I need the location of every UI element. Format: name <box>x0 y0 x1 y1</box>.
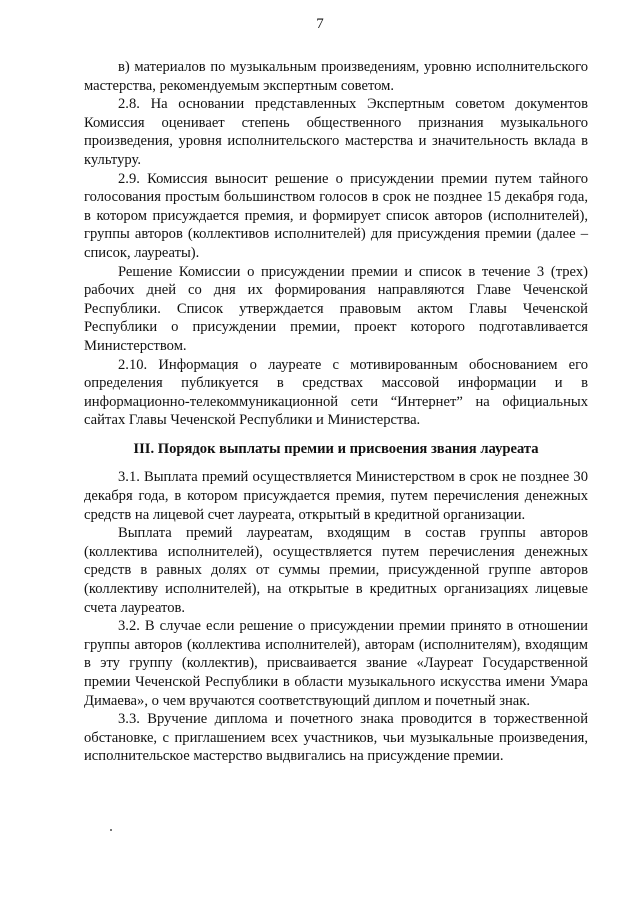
paragraph-2-9-decision: Решение Комиссии о присуждении премии и список в течение 3 (трех) рабочих дней со дня их формирования направляются Главе Чеченской Республики. Список утверждается правовым актом Главы Чеченской Республики о присуждении премии, проект которого подготавливается Министерством. <box>84 263 588 354</box>
paragraph-3-1: 3.1. Выплата премий осуществляется Министерством в срок не позднее 30 декабря года, в котором присуждается премия, путем перечисления денежных средств на лицевой счет лауреата, открытый в кредитной организации. <box>84 469 588 523</box>
section-heading: III. Порядок выплаты премии и присвоения звания лауреата <box>133 440 539 457</box>
paragraph-3-1-groups: Выплата премий лауреатам, входящим в состав группы авторов (коллектива исполнителей), осуществляется путем перечисления денежных средств в равных долях от суммы премии, присужденной группе авторов (коллективу исполнителей), на открытые в кредитных организациях лицевые счета лауреатов. <box>84 525 588 616</box>
paragraph-2-9: 2.9. Комиссия выносит решение о присуждении премии путем тайного голосования простым большинством голосов в срок не позднее 15 декабря года, в котором присуждается премия, и формирует список авторов (исполнителей), группы авторов (коллективов исполнителей) для присуждения премии (далее – список, лауреаты). <box>84 170 588 261</box>
document-body <box>84 58 588 766</box>
paragraph-2-8: 2.8. На основании представленных Экспертным советом документов Комиссия оценивает степень общественного признания музыкального произведения, уровня исполнительского мастерства и значительность вклада в культуру. <box>84 96 588 168</box>
scan-speck <box>110 829 112 831</box>
paragraph-3-3: 3.3. Вручение диплома и почетного знака проводится в торжественной обстановке, с приглашением всех участников, чьи музыкальные произведения, исполнительское мастерство выдвигались на присуждение премии. <box>84 711 588 765</box>
paragraph-3-2: 3.2. В случае если решение о присуждении премии принято в отношении группы авторов (коллектива исполнителей), авторам (исполнителям), входящим в эту группу (коллектив), присваивается звание «Лауреат Государственной премии Чеченской Республики в области музыкального искусства имени Умара Димаева», о чем вручаются соответствующий диплом и почетный знак. <box>84 618 588 709</box>
paragraph-2-10: 2.10. Информация о лауреате с мотивированным обоснованием его определения публикуется в средствах массовой информации и в информационно-телекоммуникационной сети “Интернет” на официальных сайтах Главы Чеченской Республики и Министерства. <box>84 356 588 429</box>
paragraph-2-7-item-c: в) материалов по музыкальным произведениям, уровню исполнительского мастерства, рекомендуемым экспертным советом. <box>84 59 588 94</box>
page-number: 7 <box>316 16 324 32</box>
